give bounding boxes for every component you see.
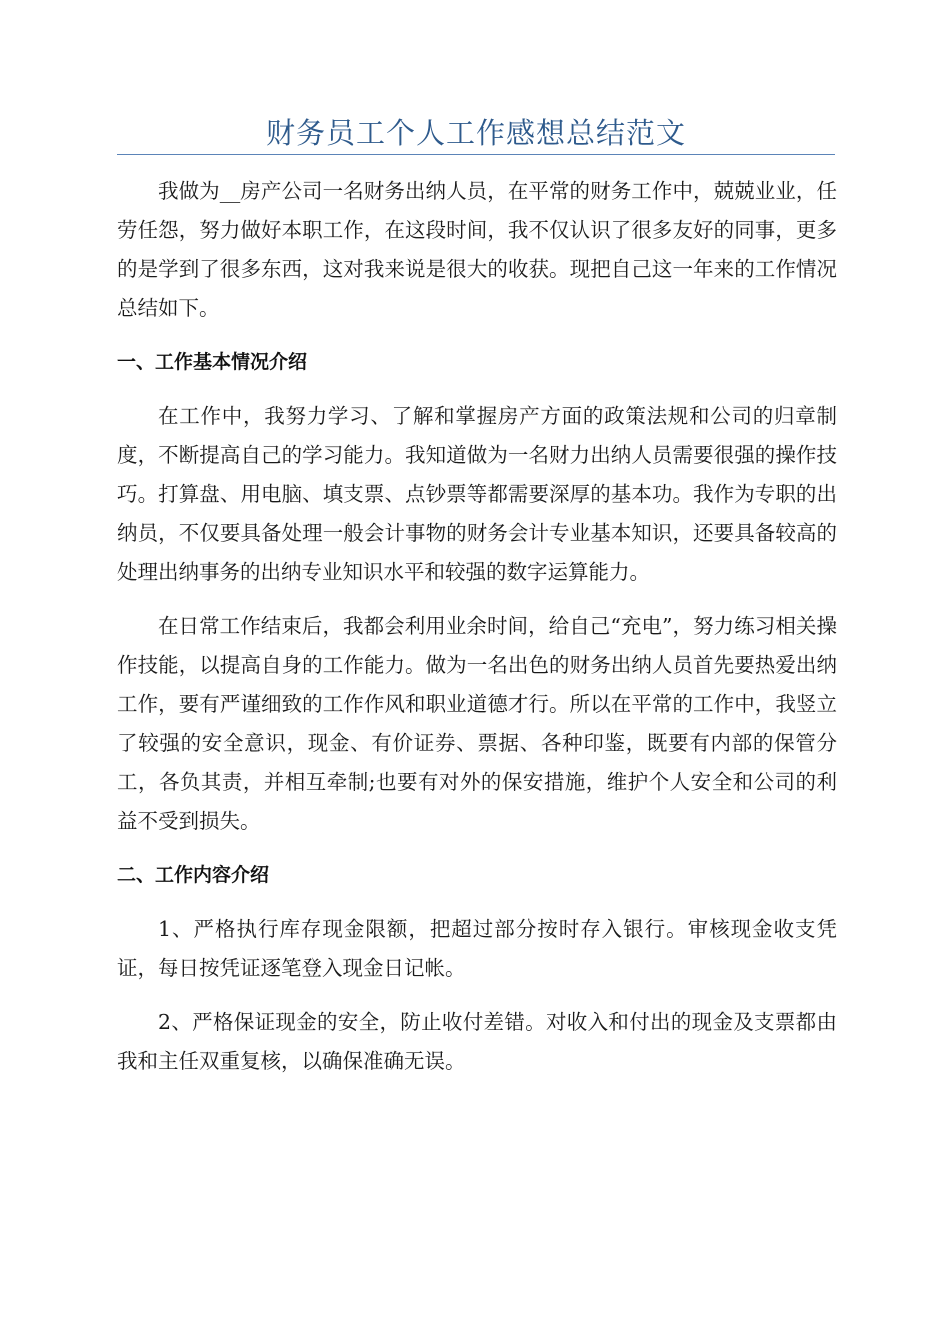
section-heading-basic-info: 一、工作基本情况介绍 xyxy=(117,351,308,373)
section2-paragraph: 1、严格执行库存现金限额，把超过部分按时存入银行。审核现金收支凭证，每日按凭证逐笔登入现金日记帐。 xyxy=(117,917,837,980)
section2-paragraph: 2、严格保证现金的安全，防止收付差错。对收入和付出的现金及支票都由我和主任双重复核，以确保准确无误。 xyxy=(117,1010,837,1073)
section1-paragraph: 在工作中，我努力学习、了解和掌握房产方面的政策法规和公司的归章制度，不断提高自己的学习能力。我知道做为一名财力出纳人员需要很强的操作技巧。打算盘、用电脑、填支票、点钞票等都需要深厚的基本功。我作为专职的出纳员，不仅要具备处理一般会计事物的财务会计专业基本知识，还要具备较高的处理出纳事务的出纳专业知识水平和较强的数字运算能力。 xyxy=(117,404,837,584)
intro-paragraph: 我做为__房产公司一名财务出纳人员，在平常的财务工作中，兢兢业业，任劳任怨，努力做好本职工作，在这段时间，我不仅认识了很多友好的同事，更多的是学到了很多东西，这对我来说是很大的收获。现把自己这一年来的工作情况总结如下。 xyxy=(117,179,837,320)
document-title: 财务员工个人工作感想总结范文 xyxy=(265,116,686,150)
section-heading-work-content: 二、工作内容介绍 xyxy=(117,864,270,886)
title-underline xyxy=(117,154,835,155)
section1-paragraph: 在日常工作结束后，我都会利用业余时间，给自己“充电”，努力练习相关操作技能，以提高自身的工作能力。做为一名出色的财务出纳人员首先要热爱出纳工作，要有严谨细致的工作作风和职业道德才行。所以在平常的工作中，我竖立了较强的安全意识，现金、有价证券、票据、各种印鉴，既要有内部的保管分工，各负其责，并相互牵制;也要有对外的保安措施，维护个人安全和公司的利益不受到损失。 xyxy=(117,614,837,833)
document-body xyxy=(117,172,837,1096)
